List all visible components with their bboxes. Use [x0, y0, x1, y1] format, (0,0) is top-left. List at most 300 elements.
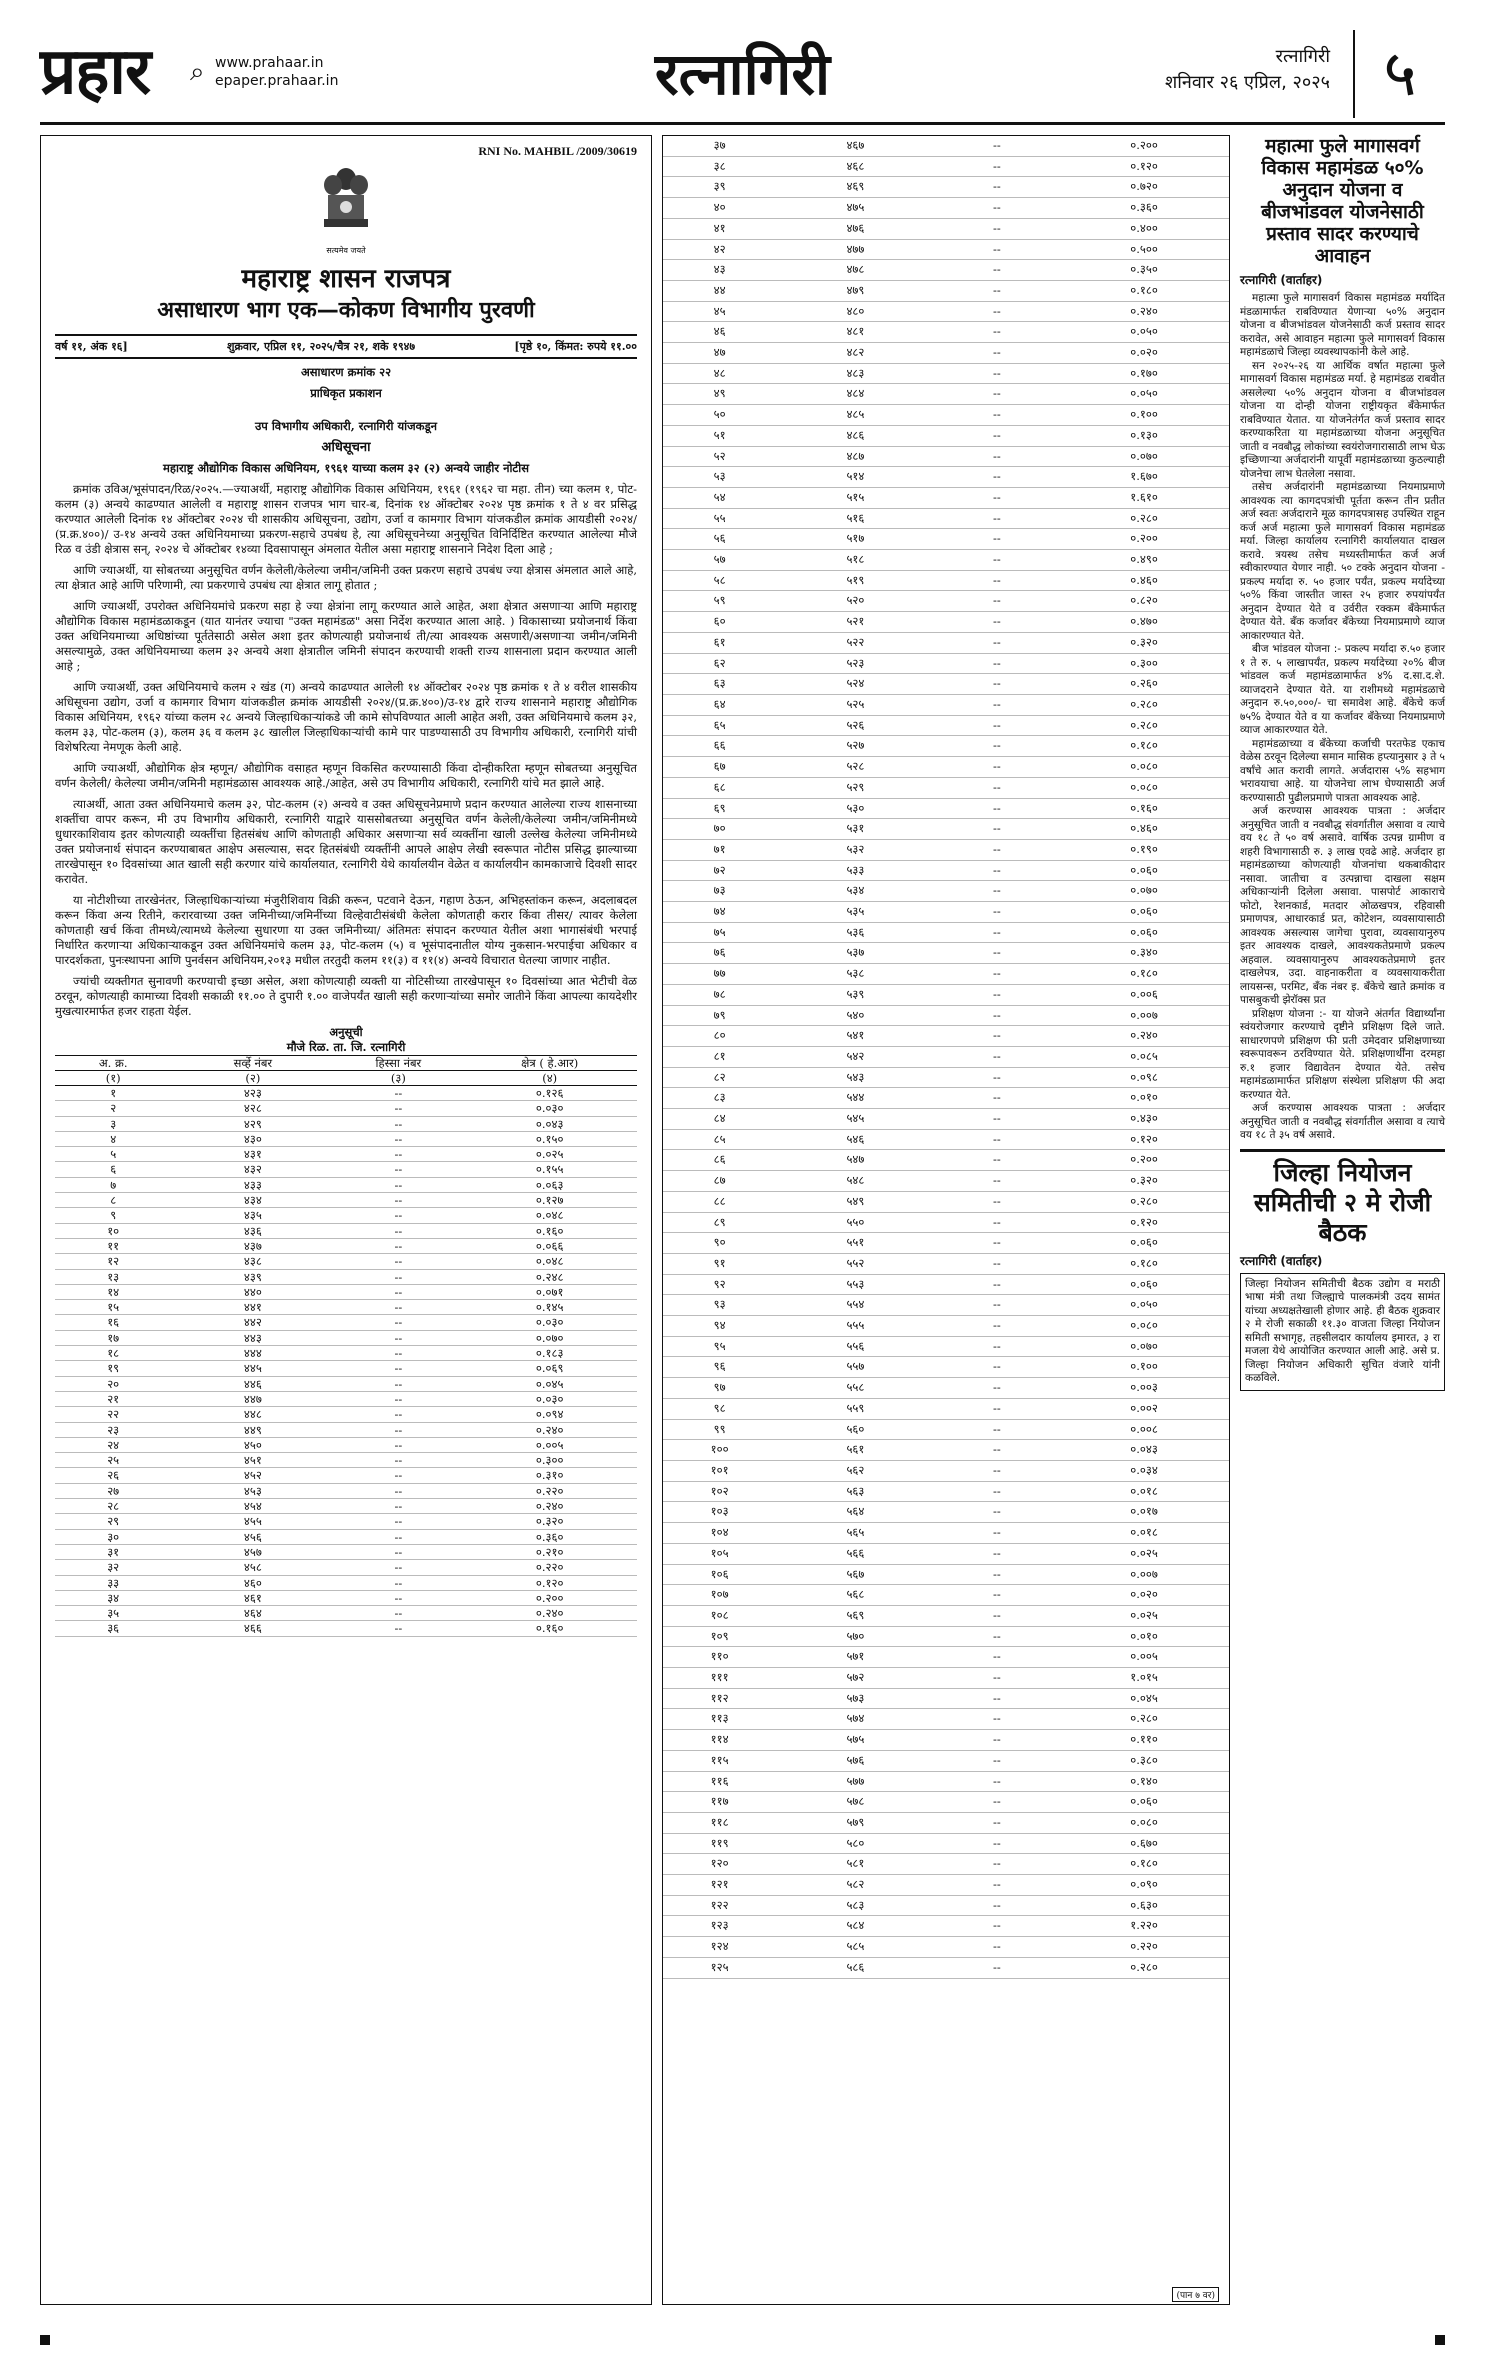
serial-cell: ६४	[663, 694, 776, 715]
survey-cell: ५२८	[776, 757, 934, 778]
table-row	[55, 1086, 637, 1101]
area-cell: ०.०५०	[1059, 384, 1229, 405]
village-name: मौजे रिळ. ता. जि. रत्नागिरी	[286, 1040, 406, 1054]
survey-cell: ५८३	[776, 1895, 934, 1916]
hissa-cell: --	[935, 1916, 1060, 1937]
table-row	[55, 1254, 637, 1269]
area-cell: ०.३५०	[1059, 260, 1229, 281]
area-cell: ०.६३०	[1059, 1895, 1229, 1916]
area-cell: ०.१८०	[1059, 736, 1229, 757]
survey-cell: ४७७	[776, 239, 934, 260]
serial-cell: ९७	[663, 1378, 776, 1399]
serial-cell: ४८	[663, 363, 776, 384]
area-cell: ०.१३०	[1059, 425, 1229, 446]
table-row	[663, 384, 1229, 405]
hissa-cell: --	[935, 1419, 1060, 1440]
hissa-cell: --	[935, 1668, 1060, 1689]
land-schedule-table	[55, 1055, 637, 1637]
hissa-cell: --	[334, 1514, 462, 1529]
area-cell: ०.०९४	[462, 1407, 637, 1422]
survey-cell: ४४६	[171, 1376, 334, 1391]
hissa-cell: --	[334, 1208, 462, 1223]
serial-cell: ४३	[663, 260, 776, 281]
area-cell: ०.२४०	[462, 1499, 637, 1514]
survey-cell: ५५५	[776, 1316, 934, 1337]
survey-cell: ४८०	[776, 301, 934, 322]
survey-cell: ४६९	[776, 177, 934, 198]
notice-paragraph: आणि ज्याअर्थी, औद्योगिक क्षेत्र म्हणून/ औद्योगिक वसाहत म्हणून विकसित करण्यासाठी किंवा दोन्हीकरिता म्हणून सोबतच्या अनुसूचित वर्णन केलेली/ केलेल्या जमीन/जमिनी महामंडळास आवश्यक आहे./आहेत, असे उप विभागीय अधिकारी, रत्नागिरी यांचे मत झाले आहे.	[55, 761, 637, 790]
survey-cell: ५६८	[776, 1585, 934, 1606]
schedule-rows	[663, 136, 1229, 1978]
rni-number: RNI No. MAHBIL /2009/30619	[478, 144, 637, 158]
area-cell: ०.०७०	[1059, 446, 1229, 467]
area-cell: ०.००७	[1059, 1564, 1229, 1585]
survey-cell: ४६०	[171, 1575, 334, 1590]
table-row	[663, 964, 1229, 985]
area-cell: ०.०४८	[462, 1208, 637, 1223]
hissa-cell: --	[334, 1300, 462, 1315]
table-row	[55, 1315, 637, 1330]
hissa-cell: --	[935, 1605, 1060, 1626]
hissa-cell: --	[935, 363, 1060, 384]
emblem-motto: सत्यमेव जयते	[326, 246, 366, 255]
table-row	[663, 1916, 1229, 1937]
continued-note: (पान ७ वर)	[1172, 2287, 1219, 2302]
table-row	[663, 715, 1229, 736]
serial-cell: ८४	[663, 1109, 776, 1130]
table-row	[663, 1875, 1229, 1896]
hissa-cell: --	[935, 839, 1060, 860]
notice-paragraph: क्रमांक उविअ/भूसंपादन/रिळ/२०२५.—ज्याअर्थी, महाराष्ट्र औद्योगिक विकास अधिनियम, १९६१ (१९६२ चा महा. तीन) च्या कलम १, पोट-कलम (३) अन्वये काढण्यात आलेली व महाराष्ट्र शासन राजपत्र भाग चार-ब, दिनांक १४ ऑक्टोबर २०२४ पृष्ठ क्रमांक १ ते ४ वर प्रसिद्ध करण्यात आलेली दिनांक १४ ऑक्टोबर २०२४ ची शासकीय अधिसूचना, उद्योग, उर्जा व कामगार विभाग यांजकडील क्रमांक आयडीसी २०२४/ (प्र.क्र.४००)/ उ-१४ अन्वये उक्त अधिनियमाच्या प्रकरण-सहाचे उपबंध हे, त्या अधिसूचनेच्या अनुसूचित विनिर्दिष्टित करण्यात आलेल्या मौजे रिळ व उंडी क्षेत्रास सन्, २०२४ चे ऑक्टोबर १४व्या दिवसापासून अंमलात येतील असा महाराष्ट्र शासनाने निदेश दिला आहे ;	[55, 482, 637, 556]
serial-cell: ९२	[663, 1274, 776, 1295]
survey-cell: ४५३	[171, 1483, 334, 1498]
table-row	[55, 1422, 637, 1437]
table-row	[55, 1208, 637, 1223]
table-row	[663, 1336, 1229, 1357]
serial-cell: ८९	[663, 1212, 776, 1233]
area-cell: ०.०२०	[1059, 343, 1229, 364]
survey-cell: ५३७	[776, 943, 934, 964]
serial-cell: ४०	[663, 198, 776, 219]
hissa-cell: --	[935, 1274, 1060, 1295]
table-row	[663, 1378, 1229, 1399]
hissa-cell: --	[334, 1575, 462, 1590]
dateline-city: रत्नागिरी	[1275, 46, 1330, 67]
survey-cell: ४८७	[776, 446, 934, 467]
survey-cell: ५४३	[776, 1067, 934, 1088]
schedule-heading: अनुसूची	[329, 1025, 363, 1039]
table-row	[55, 1529, 637, 1544]
serial-cell: ५४	[663, 487, 776, 508]
serial-cell: ४९	[663, 384, 776, 405]
hissa-cell: --	[935, 1481, 1060, 1502]
serial-cell: ७१	[663, 839, 776, 860]
hissa-cell: --	[334, 1238, 462, 1253]
hissa-cell: --	[935, 1792, 1060, 1813]
survey-cell: ४८३	[776, 363, 934, 384]
table-row	[55, 1437, 637, 1452]
hissa-cell: --	[935, 1771, 1060, 1792]
serial-cell: ११७	[663, 1792, 776, 1813]
survey-cell: ४४५	[171, 1361, 334, 1376]
dateline-date: शनिवार २६ एप्रिल, २०२५	[1164, 72, 1330, 93]
hissa-cell: --	[935, 715, 1060, 736]
area-cell: ०.२००	[1059, 1150, 1229, 1171]
serial-cell: ५९	[663, 591, 776, 612]
hissa-cell: --	[935, 1398, 1060, 1419]
hissa-cell: --	[935, 1067, 1060, 1088]
serial-cell: १२४	[663, 1937, 776, 1958]
hissa-cell: --	[935, 1088, 1060, 1109]
hissa-cell: --	[935, 1336, 1060, 1357]
land-schedule-table-continued	[663, 136, 1229, 1979]
area-cell: ०.०७०	[1059, 1336, 1229, 1357]
area-cell: ०.४००	[1059, 218, 1229, 239]
area-cell: ०.००५	[462, 1437, 637, 1452]
survey-cell: ५४७	[776, 1150, 934, 1171]
survey-cell: ४५१	[171, 1453, 334, 1468]
table-row	[663, 1502, 1229, 1523]
hissa-cell: --	[935, 198, 1060, 219]
hissa-cell: --	[334, 1376, 462, 1391]
survey-cell: ५३८	[776, 964, 934, 985]
notification-heading: अधिसूचना	[321, 440, 371, 455]
hissa-cell: --	[935, 1212, 1060, 1233]
survey-cell: ४६६	[171, 1621, 334, 1636]
area-cell: ०.०६०	[1059, 922, 1229, 943]
area-cell: ०.०९०	[1059, 1875, 1229, 1896]
survey-cell: ५३९	[776, 984, 934, 1005]
table-row	[663, 198, 1229, 219]
area-cell: ०.८२०	[1059, 591, 1229, 612]
hissa-cell: --	[935, 343, 1060, 364]
hissa-cell: --	[935, 1191, 1060, 1212]
serial-cell: ५१	[663, 425, 776, 446]
serial-cell: ११६	[663, 1771, 776, 1792]
serial-cell: ४६	[663, 322, 776, 343]
table-row	[663, 1357, 1229, 1378]
table-row	[663, 819, 1229, 840]
table-row	[663, 405, 1229, 426]
serial-cell: १२१	[663, 1875, 776, 1896]
survey-cell: ५४०	[776, 1005, 934, 1026]
table-row	[663, 1647, 1229, 1668]
survey-cell: ५७२	[776, 1668, 934, 1689]
serial-cell: ७७	[663, 964, 776, 985]
area-cell: ०.२८०	[1059, 715, 1229, 736]
table-row	[55, 1238, 637, 1253]
area-cell: ०.७२०	[1059, 177, 1229, 198]
hissa-cell: --	[935, 777, 1060, 798]
hissa-cell: --	[935, 1129, 1060, 1150]
area-cell: ०.४९०	[1059, 550, 1229, 571]
serial-cell: ६५	[663, 715, 776, 736]
survey-cell: ४३९	[171, 1269, 334, 1284]
survey-cell: ५१७	[776, 529, 934, 550]
survey-cell: ४७९	[776, 280, 934, 301]
notice-paragraph: आणि ज्याअर्थी, या सोबतच्या अनुसूचित वर्णन केलेली/केलेल्या जमीन/जमिनी उक्त प्रकरण सहाचे उपबंध ज्या क्षेत्रास अंमलात आले आहे, त्या क्षेत्रात आहे आणि परिणामी, त्या प्रकरणाचे उपबंध त्या क्षेत्रात लागू होतात ;	[55, 563, 637, 592]
area-cell: ०.००७	[1059, 1005, 1229, 1026]
serial-cell: ६७	[663, 757, 776, 778]
serial-cell: १२३	[663, 1916, 776, 1937]
hissa-cell: --	[334, 1606, 462, 1621]
hissa-cell: --	[935, 1005, 1060, 1026]
table-row	[663, 1957, 1229, 1978]
area-cell: ०.०८०	[1059, 777, 1229, 798]
hissa-cell: --	[935, 550, 1060, 571]
table-row	[55, 1468, 637, 1483]
area-cell: ०.५००	[1059, 239, 1229, 260]
hissa-cell: --	[935, 819, 1060, 840]
hissa-cell: --	[935, 384, 1060, 405]
mouse-icon: ⌕	[190, 57, 205, 87]
table-row	[55, 1193, 637, 1208]
area-cell: ०.१२०	[1059, 1212, 1229, 1233]
area-cell: १.६१०	[1059, 487, 1229, 508]
area-cell: ०.३००	[1059, 653, 1229, 674]
table-row	[55, 1101, 637, 1116]
area-cell: १.६७०	[1059, 467, 1229, 488]
table-row	[663, 1854, 1229, 1875]
serial-cell: १११	[663, 1668, 776, 1689]
serial-cell: १५	[55, 1300, 171, 1315]
survey-cell: ५८१	[776, 1854, 934, 1875]
table-row	[663, 839, 1229, 860]
table-row	[663, 653, 1229, 674]
hissa-cell: --	[334, 1453, 462, 1468]
table-row	[663, 322, 1229, 343]
serial-cell: १७	[55, 1330, 171, 1345]
hissa-cell: --	[935, 694, 1060, 715]
serial-cell: ३०	[55, 1529, 171, 1544]
hissa-cell: --	[935, 529, 1060, 550]
serial-cell: ११	[55, 1238, 171, 1253]
survey-cell: ५५९	[776, 1398, 934, 1419]
serial-cell: ७८	[663, 984, 776, 1005]
serial-cell: ८	[55, 1193, 171, 1208]
notice-paragraph: ज्यांची व्यक्तीगत सुनावणी करण्याची इच्छा असेल, अशा कोणत्याही व्यक्ती या नोटिसीच्या तारखेपासून १० दिवसांच्या आत भेटीची वेळ ठरवून, कोणत्याही कामाच्या दिवशी सकाळी ११.०० ते दुपारी १.०० वाजेपर्यंत खाली सही करणाऱ्यांच्या समोर जातीने किंवा आपल्या कायदेशीर मुखत्यारमार्फत हजर राहता येईल.	[55, 974, 637, 1018]
serial-cell: ५८	[663, 570, 776, 591]
serial-cell: ७६	[663, 943, 776, 964]
serial-cell: १६	[55, 1315, 171, 1330]
area-cell: ०.२१०	[462, 1544, 637, 1559]
notice-paragraph: या नोटीशीच्या तारखेनंतर, जिल्हाधिकाऱ्यांच्या मंजुरीशिवाय विक्री करून, पटवाने देऊन, गहाण ठेऊन, अभिहस्तांकन करून, अदलाबदल करून किंवा अन्य रितीने, करारवाच्या उक्त जमिनीच्या/जमिनींच्या विल्हेवाटीसंबंधी केलेला कोणताही करार किंवा तीसर/ त्यावर केलेला कोणताही खर्च किंवा तीमध्ये/त्यामध्ये केलेल्या सुधारणा या उक्त जमिनीच्या/ अंतिमतः संपादन करण्यात येतील अशा भागासंबंधी भरपाई निर्धारित करणाऱ्या अधिकाऱ्याकडून उक्त अधिनियमांचे कलम ३३, पोट-कलम (५) व भूसंपादनातील योग्य नुकसान-भरपाईचा अधिकार व पारदर्शकता, पुनःस्थापना आणि पुनर्वसन अधिनियम,२०१३ मधील तरतुदी कलम ११(३) व ११(४) अन्वये विचारात घेतल्या जाणार नाहीत.	[55, 893, 637, 967]
hissa-cell: --	[935, 136, 1060, 156]
serial-cell: ५६	[663, 529, 776, 550]
area-cell: ०.३२०	[462, 1514, 637, 1529]
schedule-continuation	[662, 135, 1230, 2305]
hissa-cell: --	[935, 1046, 1060, 1067]
area-cell: ०.१००	[1059, 1357, 1229, 1378]
col-header-area: क्षेत्र ( हे.आर)	[462, 1056, 637, 1071]
hissa-cell: --	[334, 1086, 462, 1101]
survey-cell: ५२५	[776, 694, 934, 715]
table-row	[663, 591, 1229, 612]
table-row	[55, 1453, 637, 1468]
survey-cell: ५७०	[776, 1626, 934, 1647]
hissa-cell: --	[935, 322, 1060, 343]
serial-cell: २१	[55, 1391, 171, 1406]
area-cell: ०.०८०	[1059, 757, 1229, 778]
area-cell: ०.१२६	[462, 1086, 637, 1101]
hissa-cell: --	[935, 301, 1060, 322]
serial-cell: २७	[55, 1483, 171, 1498]
area-cell: ०.१४०	[1059, 1771, 1229, 1792]
area-cell: ०.०७१	[462, 1284, 637, 1299]
survey-cell: ५७९	[776, 1812, 934, 1833]
survey-cell: ४४९	[171, 1422, 334, 1437]
col-header-hissa: हिस्सा नंबर	[334, 1056, 462, 1071]
survey-cell: ५४१	[776, 1026, 934, 1047]
serial-cell: ८०	[663, 1026, 776, 1047]
serial-cell: १४	[55, 1284, 171, 1299]
gazette-notice	[40, 135, 652, 2305]
extra-number: असाधारण क्रमांक २२	[300, 365, 392, 379]
hissa-cell: --	[935, 1109, 1060, 1130]
serial-cell: ८५	[663, 1129, 776, 1150]
notice-paragraph: आणि ज्याअर्थी, उपरोक्त अधिनियमांचे प्रकरण सहा हे ज्या क्षेत्रांना लागू करण्यात आले आहेत, अशा क्षेत्रात असणाऱ्या आणि महाराष्ट्र औद्योगिक विकास महामंडळाकडून (यात यानंतर ज्याचा "उक्त महामंडळ" असा निर्देश करण्यात आला आहे. ) विकासाच्या प्रयोजनार्थ किंवा उक्त अधिनियमाच्या अधिष्ठांच्या पूर्ततेसाठी असेल अशा इतर कोणत्याही प्रयोजनार्थ ती/त्या आवश्यक असणारी/असणाऱ्या जमीन/जमिनी असल्यामुळे, उक्त अधिनियमाच्या कलम ३२ अन्वये अशा क्षेत्रातील जमिनी संपादन करण्याची शक्ती राज्य शासनाला प्रदान करण्यात आली आहे ;	[55, 599, 637, 673]
table-row	[663, 1605, 1229, 1626]
serial-cell: ७	[55, 1177, 171, 1192]
survey-cell: ४७६	[776, 218, 934, 239]
area-cell: ०.४७०	[1059, 612, 1229, 633]
serial-cell: १०७	[663, 1585, 776, 1606]
table-row	[663, 1419, 1229, 1440]
survey-cell: ५५७	[776, 1357, 934, 1378]
area-cell: ०.१२०	[1059, 1129, 1229, 1150]
hissa-cell: --	[935, 964, 1060, 985]
serial-cell: २४	[55, 1437, 171, 1452]
hissa-cell: --	[935, 1812, 1060, 1833]
table-row	[663, 1523, 1229, 1544]
serial-cell: ८६	[663, 1150, 776, 1171]
area-cell: ०.०८५	[1059, 1046, 1229, 1067]
article-byline: रत्नागिरी (वार्ताहर)	[1240, 273, 1323, 287]
table-row	[663, 984, 1229, 1005]
survey-cell: ५३०	[776, 798, 934, 819]
table-row	[663, 425, 1229, 446]
schedule-rows	[55, 1086, 637, 1637]
hissa-cell: --	[935, 1854, 1060, 1875]
table-row	[663, 694, 1229, 715]
survey-cell: ४४४	[171, 1346, 334, 1361]
table-row	[663, 1191, 1229, 1212]
area-cell: ०.१८०	[1059, 280, 1229, 301]
area-cell: ०.१८०	[1059, 964, 1229, 985]
table-row	[55, 1116, 637, 1131]
survey-cell: ४८५	[776, 405, 934, 426]
serial-cell: १२५	[663, 1957, 776, 1978]
table-row	[663, 550, 1229, 571]
gazette-subtitle: असाधारण भाग एक—कोकण विभागीय पुरवणी	[157, 298, 535, 323]
notice-paragraph: आणि ज्याअर्थी, उक्त अधिनियमाचे कलम २ खंड (ग) अन्वये काढण्यात आलेली १४ ऑक्टोबर २०२४ पृष्ठ क्रमांक १ ते ४ वरील शासकीय अधिसूचना उद्योग, उर्जा व कामगार विभाग यांजकडील क्रमांक आयडीसी २०२४/(प्र.क्र.४००)/उ-१४ द्वारे राज्य शासनाने महाराष्ट्र औद्योगिक विकास अधिनियम, १९६२ यांच्या कलम २८ अन्वये जिल्हाधिकाऱ्यांकडे जी कामे सोपविण्यात आली आहेत अशी, उक्त अधिनियमाचे कलम ३२, कलम ३३, पोट-कलम (३), कलम ३६ व कलम ३८ खालील जिल्हाधिकाऱ्यांची कामे पार पाडण्यासाठी उप विभागीय अधिकारी, रत्नागिरी यांची विशेषरित्या नेमणूक केली आहे.	[55, 680, 637, 754]
hissa-cell: --	[935, 860, 1060, 881]
table-row	[663, 1750, 1229, 1771]
table-row	[55, 1590, 637, 1605]
area-cell: ०.२२०	[462, 1560, 637, 1575]
serial-cell: ९	[55, 1208, 171, 1223]
area-cell: ०.१२०	[462, 1575, 637, 1590]
hissa-cell: --	[935, 1564, 1060, 1585]
area-cell: ०.१८०	[1059, 1854, 1229, 1875]
serial-cell: ९५	[663, 1336, 776, 1357]
survey-cell: ५२४	[776, 674, 934, 695]
survey-cell: ५४८	[776, 1171, 934, 1192]
table-row	[663, 1937, 1229, 1958]
table-row	[663, 1771, 1229, 1792]
table-row	[663, 632, 1229, 653]
table-row	[663, 1295, 1229, 1316]
serial-cell: ७२	[663, 860, 776, 881]
area-cell: ०.६७०	[1059, 1833, 1229, 1854]
area-cell: ०.१७०	[1059, 363, 1229, 384]
area-cell: ०.३००	[462, 1453, 637, 1468]
area-cell: ०.०१८	[1059, 1481, 1229, 1502]
masthead	[40, 30, 1445, 125]
hissa-cell: --	[935, 260, 1060, 281]
page-number: ५	[1353, 30, 1445, 118]
hissa-cell: --	[935, 1461, 1060, 1482]
area-cell: ०.३२०	[1059, 1171, 1229, 1192]
survey-cell: ५३५	[776, 902, 934, 923]
survey-cell: ४५५	[171, 1514, 334, 1529]
serial-cell: १	[55, 1086, 171, 1101]
col-header-survey: सर्व्हे नंबर	[171, 1056, 334, 1071]
serial-cell: २९	[55, 1514, 171, 1529]
epaper-link[interactable]: epaper.prahaar.in	[215, 73, 339, 89]
table-row	[663, 1274, 1229, 1295]
website-link[interactable]: www.prahaar.in	[215, 55, 324, 71]
hissa-cell: --	[935, 591, 1060, 612]
col-header-serial: अ. क्र.	[55, 1056, 171, 1071]
area-cell: ०.३२०	[1059, 632, 1229, 653]
area-cell: ०.०६०	[1059, 860, 1229, 881]
hissa-cell: --	[935, 1647, 1060, 1668]
survey-cell: ५८०	[776, 1833, 934, 1854]
area-cell: ०.०६०	[1059, 902, 1229, 923]
table-row	[55, 1606, 637, 1621]
table-row	[663, 343, 1229, 364]
area-cell: ०.२२०	[462, 1483, 637, 1498]
survey-cell: ५२९	[776, 777, 934, 798]
hissa-cell: --	[935, 1502, 1060, 1523]
table-row	[663, 1067, 1229, 1088]
table-row	[55, 1407, 637, 1422]
serial-cell: ५०	[663, 405, 776, 426]
serial-cell: ७९	[663, 1005, 776, 1026]
survey-cell: ५२३	[776, 653, 934, 674]
hissa-cell: --	[935, 1357, 1060, 1378]
area-cell: ०.०६०	[1059, 1233, 1229, 1254]
serial-cell: ९०	[663, 1233, 776, 1254]
area-cell: ०.२६०	[1059, 674, 1229, 695]
serial-cell: ५	[55, 1147, 171, 1162]
serial-cell: ९६	[663, 1357, 776, 1378]
area-cell: ०.१४५	[462, 1300, 637, 1315]
notice-paragraph: त्याअर्थी, आता उक्त अधिनियमाचे कलम ३२, पोट-कलम (२) अन्वये व उक्त अधिसूचनेप्रमाणे प्रदान करण्यात आलेल्या राज्य शासनाच्या शक्तींचा वापर करून, मी उप विभागीय अधिकारी, रत्नागिरी याद्वारे याससोबतच्या अनुसूचित वर्णन केलेली/केलेल्या जमीन/जमिनीमध्ये धुधारकाशिवाय इतर कोणत्याही व्यक्तींचा हितसंबंध आणि कोणताही अधिकार असणाऱ्या सर्व व्यक्तींना खाली उल्लेख केलेल्या जमिनीमध्ये उक्त प्रयोजनार्थ संपादन करण्याबाबत आक्षेप असल्यास, सदर हितसंबंधी व्यक्तींनी आपले आक्षेप लेखी स्वरूपात नोटीस प्रसिद्ध झाल्याच्या तारखेपासून १० दिवसांच्या आत खाली सही करणार यांचे कार्यालयात, रत्नागिरी येथे कार्यालयीन वेळेत व कार्यालयीन कामकाजाचे दिवशी सादर करावेत.	[55, 797, 637, 886]
serial-cell: ४२	[663, 239, 776, 260]
table-row	[663, 1046, 1229, 1067]
serial-cell: ११२	[663, 1688, 776, 1709]
table-row	[663, 1461, 1229, 1482]
notice-body	[55, 482, 637, 1019]
hissa-cell: --	[935, 239, 1060, 260]
serial-cell: १०६	[663, 1564, 776, 1585]
table-row	[663, 1440, 1229, 1461]
table-row	[663, 860, 1229, 881]
area-cell: ०.३६०	[1059, 198, 1229, 219]
area-cell: १.२२०	[1059, 1916, 1229, 1937]
